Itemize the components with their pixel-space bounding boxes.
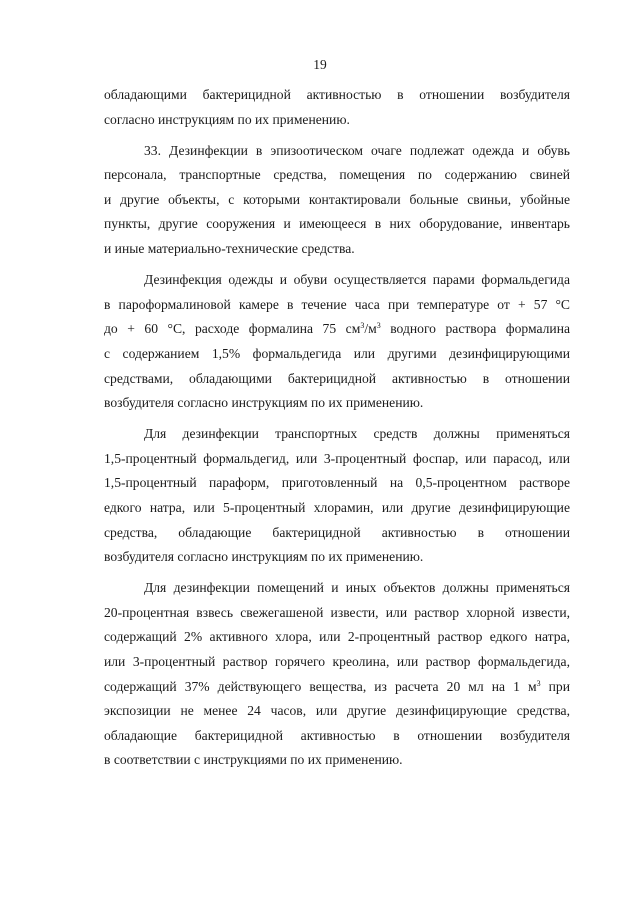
text-line: едкого натра, или 5-процентный хлорамин, или другие дезинфицирующие	[104, 500, 570, 515]
text-line: 1,5-процентный параформ, приготовленный на 0,5-процентном растворе	[104, 475, 570, 491]
text-line: Дезинфекция одежды и обуви осуществляется парами формальдегида	[144, 272, 570, 288]
text-line: 33. Дезинфекции в эпизоотическом очаге подлежат одежда и обувь	[144, 142, 570, 158]
text-line: Для дезинфекции транспортных средств должны применяться	[144, 426, 570, 442]
text-line: 1,5-процентный формальдегид, или 3-процентный фоспар, или парасод, или	[104, 450, 570, 466]
text-line: возбудителя согласно инструкциям по их применению.	[104, 549, 424, 565]
text-line: экспозиции не менее 24 часов, или другие дезинфицирующие средства,	[104, 703, 570, 719]
text-line: Для дезинфекции помещений и иных объектов должны применяться	[144, 580, 570, 596]
text-line: содержащий 37% действующего вещества, из расчета 20 мл на 1 $м^3$ при	[104, 678, 571, 694]
text-line: и другие объекты, с которыми контактировали больные свиньи, убойные	[104, 191, 570, 207]
text-line: в соответствии с инструкциями по их применению.	[104, 752, 403, 768]
text-line: обладающими бактерицидной активностью в отношении возбудителя	[104, 87, 570, 102]
paragraph	[104, 422, 570, 570]
text-line: средства, обладающие бактерицидной активностью в отношении	[104, 524, 570, 540]
paragraph	[104, 83, 570, 132]
text-line: содержащий 2% активного хлора, или 2-процентный раствор едкого натра,	[104, 629, 570, 645]
text-line: с содержанием 1,5% формальдегида или другими дезинфицирующими	[104, 345, 570, 361]
paragraph	[104, 139, 570, 262]
text-line: возбудителя согласно инструкциям по их применению.	[104, 395, 424, 411]
text-line: средствами, обладающими бактерицидной активностью в отношении	[104, 370, 570, 386]
text-line: и иные материально-технические средства.	[104, 241, 355, 257]
text-line: 20-процентная взвесь свежегашеной извести, или раствор хлорной извести,	[104, 604, 570, 620]
text-line: обладающие бактерицидной активностью в отношении возбудителя	[104, 727, 570, 743]
text-line: согласно инструкциям по их применению.	[104, 111, 350, 127]
text-line: в пароформалиновой камере в течение часа при температуре от + 57 °С	[104, 296, 570, 312]
text-line: до + 60 °С, расходе формалина 75 $см^3/м^3$ водного раствора формалина	[104, 321, 571, 337]
paragraph	[104, 576, 570, 773]
text-line: персонала, транспортные средства, помещения по содержанию свиней	[104, 167, 570, 183]
page-number: 19	[313, 57, 327, 72]
paragraph	[104, 268, 570, 416]
text-line: пункты, другие сооружения и имеющееся в них оборудование, инвентарь	[104, 216, 570, 232]
text-line: или 3-процентный раствор горячего креолина, или раствор формальдегида,	[104, 654, 570, 670]
body-text	[104, 83, 570, 773]
